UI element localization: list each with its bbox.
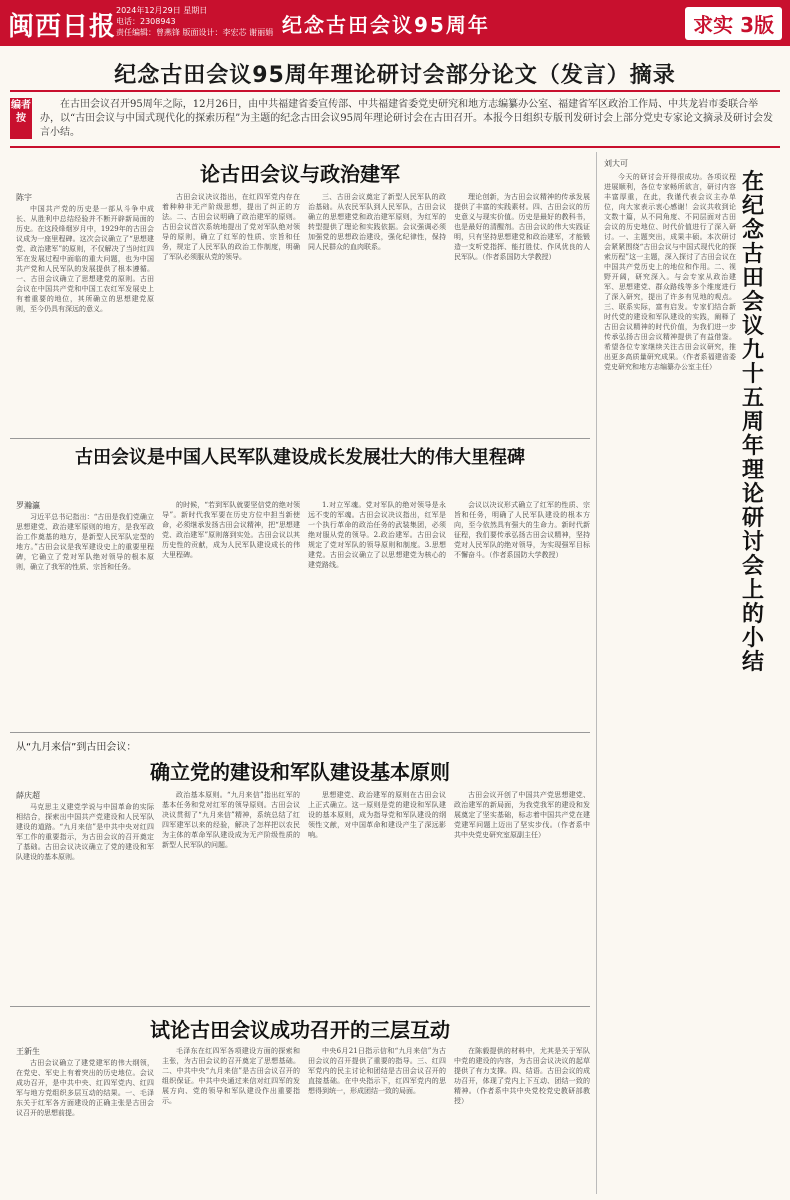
article-column: 古田会议决议指出，在红四军党内存在着种种非无产阶级思想，提出了纠正的方法。二、古田会议明确了政治建军的原则。古田会议首次系统地提出了党对军队绝对领导的原则，确立了红军的性质、宗旨和任务，规定了人民军队的政治工作制度，明确了军队必须服从党的领导。 [162,193,300,261]
editor-note-text: 在古田会议召开95周年之际，12月26日，由中共福建省委宣传部、中共福建省委党史研究和地方志编纂办公室、福建省军区政治工作局、中共龙岩市委联合举办，以“古田会议与中国式现代化的探索历程”为主题的纪念古田会议95周年理论研讨会在古田召开。本报今日组织专版刊发研讨会上部分党史专家论文摘录及研讨会发言小结。 [40,99,773,138]
divider [10,438,590,439]
article-title: 论古田会议与政治建军 [200,162,400,186]
article-column: 会议以决议形式确立了红军的性质、宗旨和任务，明确了人民军队建设的根本方向，至今依然具有强大的生命力。新时代新征程，我们要传承弘扬古田会议精神，坚持党对人民军队的绝对领导，为实现强军目标不懈奋斗。（作者系国防大学教授） [454,501,590,559]
article-column: 在陈毅提供的材料中，尤其是关于军队中党的建设的内容，为古田会议决议的起草提供了有力支撑。四、结语。古田会议的成功召开，体现了党内上下互动、团结一致的精神。（作者系中共中央党校党史教研部教授） [454,1047,590,1105]
article-title: 试论古田会议成功召开的三层互动 [150,1018,450,1042]
note-rule [10,146,780,148]
section-tag: 求实 3版 [685,7,782,40]
article-title: 古田会议是中国人民军队建设成长发展壮大的伟大里程碑 [75,447,525,468]
article-column: 古田会议确立了建党建军的伟大纲领，在党史、军史上有着突出的历史地位。会议成功召开，是中共中央、红四军党内、红四军与地方党组织多层互动的结果。一、毛泽东关于红军各方面建设的正确主张是古田会议召开的思想前提。 [16,1059,154,1117]
divider [10,732,590,733]
issue-editors: 责任编辑：曾燕锋 版面设计：李宏芯 谢丽娟 [116,28,274,37]
sidebar-title: 在纪念古田会议九十五周年理论研讨会上的小结 [742,169,765,675]
article-byline: 陈宇 [16,193,32,202]
issue-date: 2024年12月29日 星期日 [116,6,208,15]
page-title: 纪念古田会议95周年理论研讨会部分论文（发言）摘录 [114,63,676,88]
editor-note-badge: 编者按 [10,98,32,139]
article-byline: 罗瀚瀛 [16,501,40,510]
sidebar-divider [596,152,597,1194]
sidebar-column: 今天的研讨会开得很成功。各项议程进展顺利，各位专家畅所欲言，研讨内容丰富厚重，在此，我谨代表会议主办单位，向大家表示衷心感谢！会议共收到论文数十篇，从不同角度、不同层面对古田会议的历史地位、时代价值进行了深入研讨。一、主题突出，成果丰硕。本次研讨会紧紧围绕“古田会议与中国式现代化的探索历程”这一主题，深入探讨了古田会议在中国共产党历史上的地位和作用。二、视野开阔，研究深入。与会专家从政治建军、思想建党、群众路线等多个维度进行了深入研究，提出了许多有见地的观点。三、联系实际，富有启发。专家们结合新时代党的建设和军队建设的实践，阐释了古田会议精神的时代价值，为我们进一步传承弘扬古田会议精神提供了有益借鉴。希望各位专家继续关注古田会议研究，推出更多高质量研究成果。（作者系福建省委党史研究和地方志编纂办公室主任） [604,173,736,371]
issue-phone: 电话：2308943 [116,17,176,26]
article-column: 三、古田会议奠定了新型人民军队的政治基础。从农民军队到人民军队，古田会议确立的思想建党和政治建军原则，为红军的转型提供了理论和实践依据。会议强调必须加强党的思想政治建设，强化纪律性，保持同人民群众的血肉联系。 [308,193,446,251]
article-title: 确立党的建设和军队建设基本原则 [150,760,450,784]
sidebar-byline: 刘大可 [604,159,628,168]
divider [10,1006,590,1007]
article-byline: 薛庆超 [16,791,40,800]
editor-note [10,96,780,142]
article-column: 理论创新，为古田会议精神的传承发展提供了丰富的实践素材。四、古田会议的历史意义与现实价值。历史是最好的教科书，也是最好的清醒剂。古田会议的伟大实践证明，只有坚持思想建党和政治建军，才能锻造一支听党指挥、能打胜仗、作风优良的人民军队。（作者系国防大学教授） [454,193,590,261]
banner-title: 纪念古田会议95周年 [282,13,490,37]
newspaper-logo: 闽西日报 [8,12,117,42]
article-column: 中国共产党的历史是一部从斗争中成长、从胜利中总结经验并不断开辟新局面的历史。在这段烽烟岁月中，1929年的古田会议成为一座里程碑。这次会议确立了“思想建党、政治建军”的原则，不仅解决了当时红四军在发展过程中面临的重大问题，也为中国共产党和人民军队的发展提供了根本遵循。一、古田会议确立了思想建党的原则。古田会议在中国共产党和中国工农红军发展史上有着重要的地位，其所确立的思想建党原则，至今仍具有深远的意义。 [16,205,154,313]
article-column: 1.对立军魂。党对军队的绝对领导是永远不变的军魂。古田会议决议指出，红军是一个执行革命的政治任务的武装集团，必须绝对服从党的领导。2.政治建军。古田会议规定了党对军队的领导原则和制度。3.思想建党。古田会议确立了以思想建党为核心的建党路线。 [308,501,446,569]
article-column: 中央6月21日指示信和“九月来信”为古田会议的召开提供了重要的指导。三、红四军党内的民主讨论和团结是古田会议召开的直接基础。在中央指示下，红四军党内的思想得到统一，形成团结一致的局面。 [308,1047,446,1095]
article-column: 的时候，“若到军队就要坚信党的绝对领导”。新时代我军要在历史方位中担当新使命，必须继承发扬古田会议精神，把“思想建党、政治建军”原则落到实处。古田会议以其历史性的贡献，成为人民军队建设成长的伟大里程碑。 [162,501,300,559]
article-byline: 王新生 [16,1047,40,1056]
issue-meta [116,5,273,38]
article-column: 马克思主义建党学说与中国革命的实际相结合，探索出中国共产党建设和人民军队建设的道路。“九月来信”是中共中央对红四军工作的重要指示，为古田会议的召开奠定了基础。古田会议决议确立了党的建设和军队建设的基本原则。 [16,803,154,861]
article-column: 习近平总书记指出：“古田是我们党确立思想建党、政治建军原则的地方，是我军政治工作奠基的地方，是新型人民军队定型的地方。”古田会议是我军建设史上的重要里程碑，它确立了党对军队绝对领导的根本原则，确立了我军的性质、宗旨和任务。 [16,513,154,571]
article-column: 政治基本原则。“九月来信”指出红军的基本任务和党对红军的领导原则。古田会议决议贯彻了“九月来信”精神，系统总结了红四军建军以来的经验，解决了怎样把以农民为主体的革命军队建设成为无产阶级性质的新型人民军队的问题。 [162,791,300,849]
article-column: 毛泽东在红四军各项建设方面的探索和主张，为古田会议的召开奠定了思想基础。二、中共中央“九月来信”是古田会议召开的组织保证。中共中央通过来信对红四军的发展方向、党的领导和军队建设作出重要指示。 [162,1047,300,1105]
article-kicker: 从“九月来信”到古田会议： [16,742,137,753]
article-column: 古田会议开创了中国共产党思想建党、政治建军的新局面，为我党我军的建设和发展奠定了坚实基础，标志着中国共产党在建党建军问题上迈出了坚实步伐。（作者系中共中央党史研究室原副主任） [454,791,590,839]
title-rule [10,90,780,92]
article-column: 思想建党、政治建军的原则在古田会议上正式确立。这一原则是党的建设和军队建设的基本原则，成为指导党和军队建设的纲领性文献，对中国革命和建设产生了深远影响。 [308,791,446,839]
masthead [0,0,790,46]
